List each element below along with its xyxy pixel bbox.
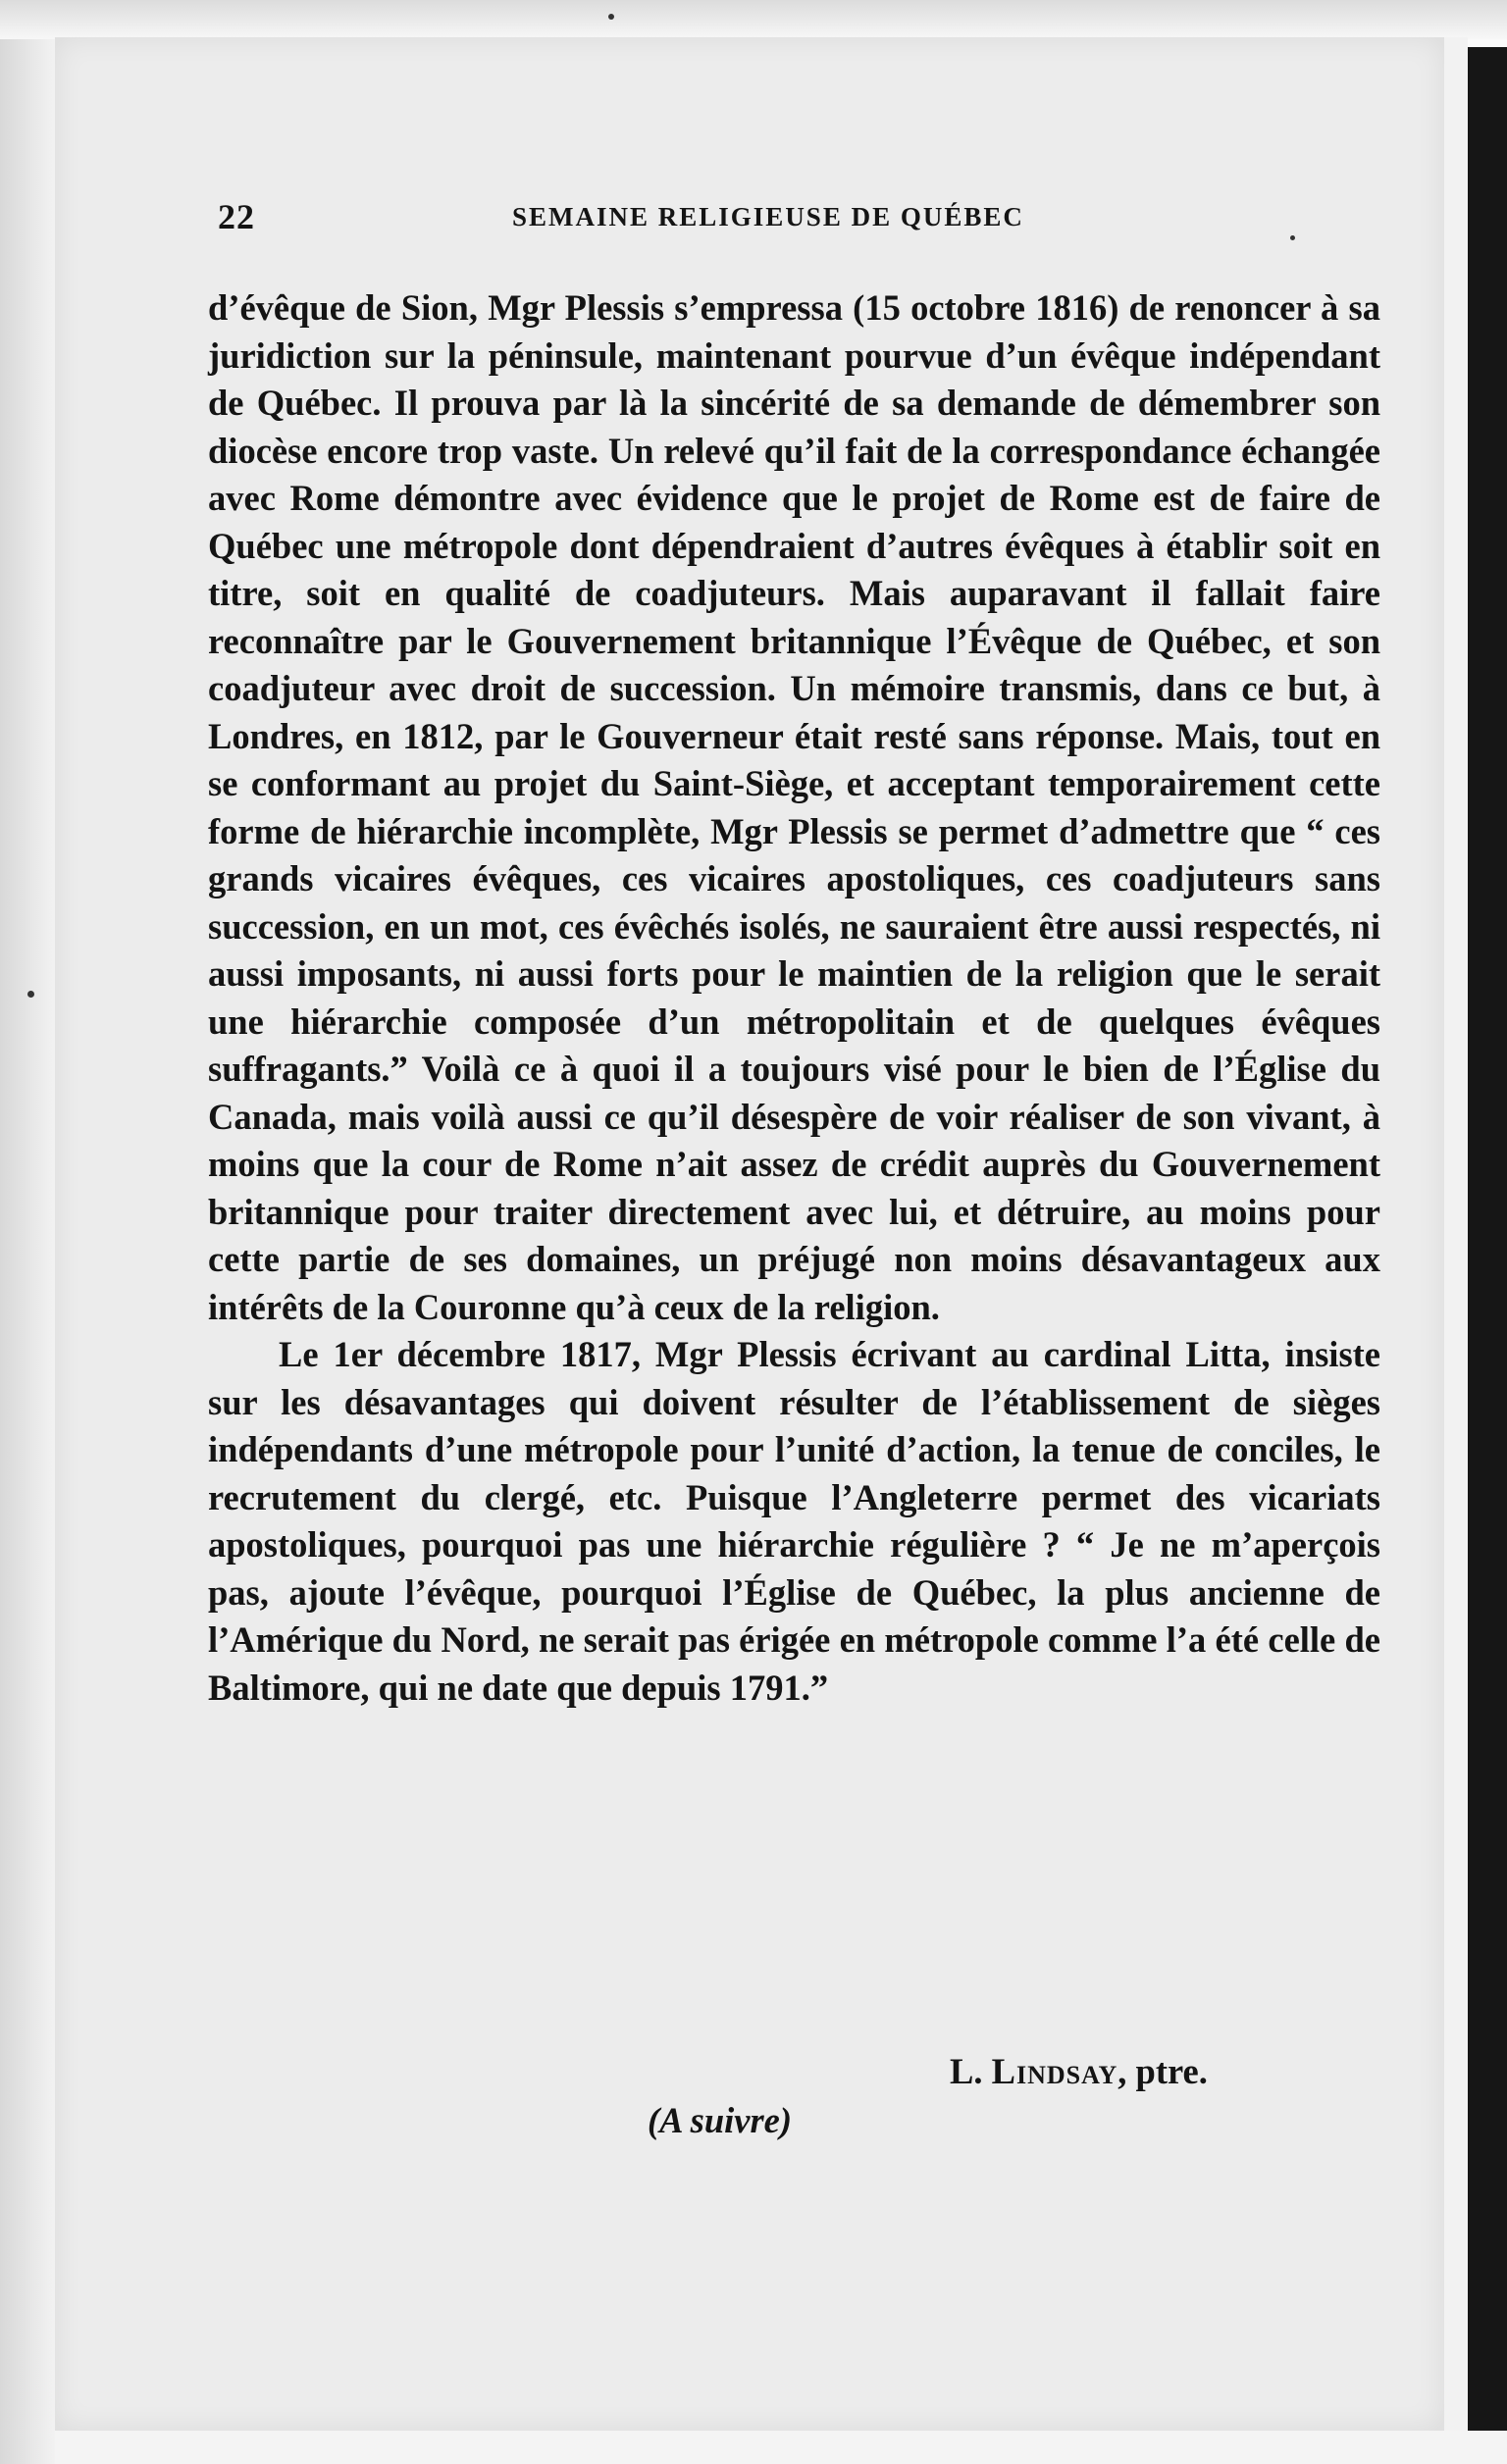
left-margin <box>0 0 59 2464</box>
author-surname: Lindsay <box>991 2051 1118 2091</box>
article-body <box>208 284 1380 1712</box>
journal-title: SEMAINE RELIGIEUSE DE QUÉBEC <box>512 202 1024 231</box>
paragraph-2: Le 1er décembre 1817, Mgr Plessis écrivant au cardinal Litta, insiste sur les désavantages qui doivent résulter de l’établissement de sièges indépendants d’une métropole pour l’unité d’action, la tenue de conciles, le recrutement du clergé, etc. Puisque l’Angleterre permet des vicariats apostoliques, pourquoi pas une hiérarchie régulière ? “ Je ne m’aperçois pas, ajoute l’évêque, pourquoi l’Église de Québec, la plus ancienne de l’Amérique du Nord, ne serait pas érigée en métropole comme l’a été celle de Baltimore, qui ne date que depuis 1791.” <box>208 1334 1380 1708</box>
top-margin <box>0 0 1507 39</box>
running-head <box>218 196 1376 245</box>
to-be-continued: (A suivre) <box>648 2100 793 2140</box>
dust-speck <box>608 14 614 20</box>
paragraph-1: d’évêque de Sion, Mgr Plessis s’empressa (15 octobre 1816) de renoncer à sa juridiction sur la péninsule, maintenant pourvue d’un évêque indépendant de Québec. Il prouva par là la sincérité de sa demande de démembrer son diocèse encore trop vaste. Un relevé qu’il fait de la correspondance échangée avec Rome démontre avec évidence que le projet de Rome est de faire de Québec une métropole dont dépendraient d’autres évêques à établir soit en titre, soit en qualité de coadjuteurs. Mais auparavant il fallait faire reconnaître par le Gouvernement britannique l’Évêque de Québec, et son coadjuteur avec droit de succession. Un mémoire transmis, dans ce but, à Londres, en 1812, par le Gouverneur était resté sans réponse. Mais, tout en se conformant au projet du Saint-Siège, et acceptant temporairement cette forme de hiérarchie incomplète, Mgr Plessis se permet d’admettre que “ ces grands vicaires évêques, ces vicaires apostoliques, ces coadjuteurs sans succession, en un mot, ces évêchés isolés, ne sauraient être aussi respectés, ni aussi imposants, ni aussi forts pour le maintien de la religion que le serait une hiérarchie composée d’un métropolitain et de quelques évêques suffragants.” Voilà ce à quoi il a toujours visé pour le bien de l’Église du Canada, mais voilà aussi ce qu’il désespère de voir réaliser de son vivant, à moins que la cour de Rome n’ait assez de crédit auprès du Gouvernement britannique pour traiter directement avec lui, et détruire, au moins pour cette partie de ses domaines, un préjugé non moins désavantageux aux intérêts de la Couronne qu’à ceux de la religion. <box>208 287 1380 1327</box>
dust-speck <box>27 991 34 998</box>
scan-border-bar <box>1468 47 1507 2440</box>
page-number: 22 <box>218 197 255 236</box>
page-right-edge <box>1444 37 1468 2431</box>
author-title: , ptre. <box>1117 2051 1208 2091</box>
author-signature <box>950 2050 1208 2092</box>
page-bottom-edge <box>55 2431 1507 2464</box>
author-initial: L. <box>950 2051 983 2091</box>
